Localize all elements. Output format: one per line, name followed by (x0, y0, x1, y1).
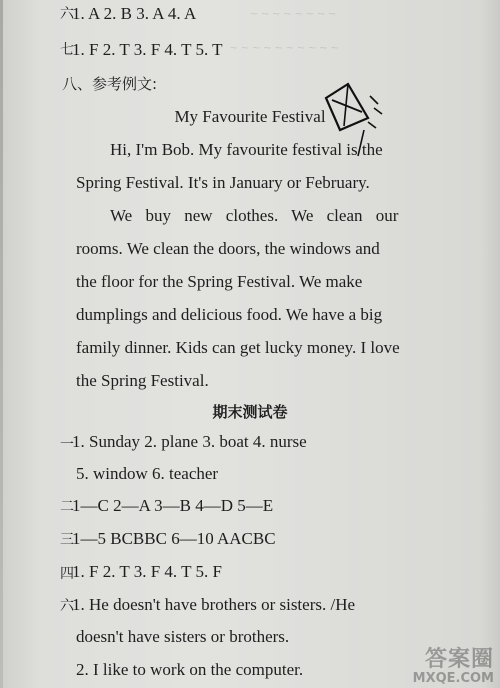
site-watermark (413, 648, 494, 686)
final-q2-answers: 1—C 2—A 3—B 4—D 5—E (72, 496, 274, 515)
section6-answers: 1. A 2. B 3. A 4. A (72, 4, 197, 23)
handwritten-stamp-mark (318, 78, 388, 158)
final-q5-answer2: 2. I like to work on the computer. (76, 660, 304, 679)
essay-line: Hi, I'm Bob. My favourite festival is the (110, 140, 383, 159)
bleed-through-text: ~ ~ ~ ~ ~ ~ ~ ~ (250, 6, 337, 21)
section-number-mark: 六 (60, 6, 74, 22)
final-test-title: 期末测试卷 (212, 403, 288, 421)
binding-edge (0, 0, 3, 688)
section-number-mark: 六 (60, 598, 74, 614)
section-number-mark: 一 (60, 437, 74, 453)
essay-line: the Spring Festival. (76, 371, 209, 390)
section-number-mark: 三 (60, 532, 74, 548)
final-q5-answer1-line2: doesn't have sisters or brothers. (76, 627, 290, 646)
essay-line: We buy new clothes. We clean our (110, 206, 399, 225)
final-q1-answers-line2: 5. window 6. teacher (76, 464, 219, 483)
essay-line: dumplings and delicious food. We have a big (76, 305, 383, 324)
section7-answers: 1. F 2. T 3. F 4. T 5. T (72, 40, 223, 59)
final-q4-answers: 1. F 2. T 3. F 4. T 5. F (72, 562, 222, 581)
final-q3-answers: 1—5 BCBBC 6—10 AACBC (72, 529, 276, 548)
final-q5-answer1-line1: 1. He doesn't have brothers or sisters. /He (72, 595, 356, 614)
section8-heading: 八、参考例文: (62, 75, 158, 93)
bleed-through-text: ~ ~ ~ ~ ~ ~ ~ ~ ~ ~ (230, 40, 339, 55)
watermark-url-text: MXQE.COM (412, 671, 494, 686)
section-number-mark: 二 (60, 499, 74, 515)
essay-line: rooms. We clean the doors, the windows and (76, 239, 380, 258)
section-number-mark: 四 (60, 566, 74, 582)
section-number-mark: 七 (60, 42, 74, 58)
essay-title: My Favourite Festival (174, 107, 326, 126)
watermark-logo-text: 答案圈 (424, 647, 494, 672)
essay-line: Spring Festival. It's in January or February. (76, 173, 370, 192)
essay-line: family dinner. Kids can get lucky money. I love (76, 338, 400, 357)
final-q1-answers-line1: 1. Sunday 2. plane 3. boat 4. nurse (72, 432, 307, 451)
essay-line: the floor for the Spring Festival. We make (76, 272, 363, 291)
